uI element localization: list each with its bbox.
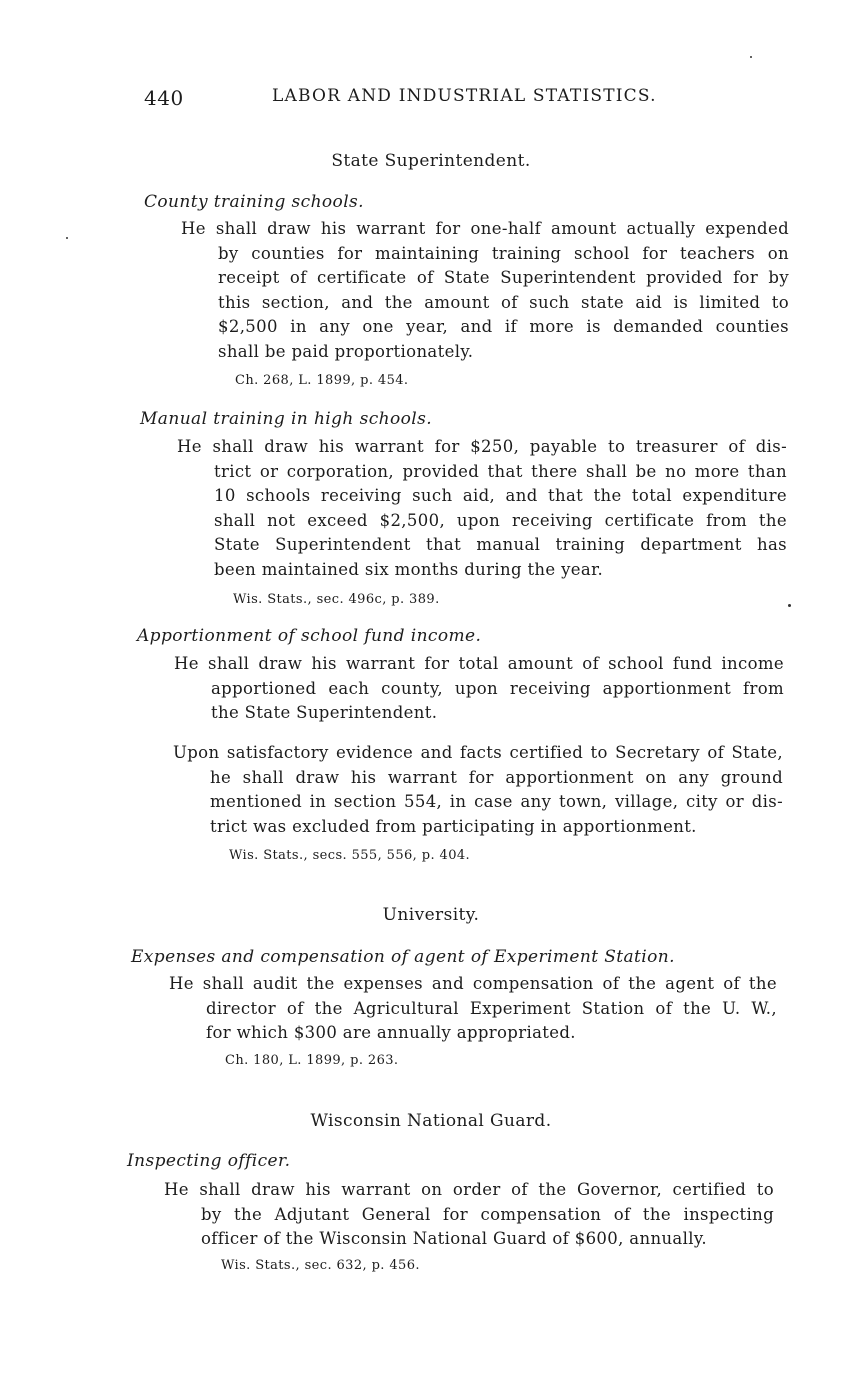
text-line: trict was excluded from participating in apportionment. [210, 816, 697, 836]
text-line: shall not exceed $2,500, upon receiving certificate from the [214, 510, 787, 530]
citation: Wis. Stats., secs. 555, 556, p. 404. [229, 848, 471, 863]
entry-heading-county-training-schools: County training schools. [144, 192, 364, 212]
citation: Ch. 180, L. 1899, p. 263. [225, 1053, 399, 1068]
text-line: director of the Agricultural Experiment Station of the U. W., [206, 998, 777, 1018]
text-line: trict or corporation, provided that there shall be no more than [214, 461, 787, 481]
text-line: He shall audit the expenses and compensation of the agent of the [169, 974, 777, 993]
page-number: 440 [144, 86, 184, 110]
text-line: receipt of certificate of State Superintendent provided for by [218, 268, 789, 287]
entry-heading-manual-training: Manual training in high schools. [140, 409, 433, 429]
text-line: He shall draw his warrant for $250, payable to treasurer of dis- [177, 437, 787, 456]
citation: Wis. Stats., sec. 632, p. 456. [221, 1258, 420, 1273]
text-line: 10 schools receiving such aid, and that the total expenditure [214, 486, 787, 505]
text-line: $2,500 in any one year, and if more is demanded counties [218, 317, 789, 336]
scan-speck [788, 604, 791, 607]
text-line: He shall draw his warrant on order of the Governor, certified to [164, 1180, 774, 1199]
text-line: by counties for maintaining training school for teachers on [218, 243, 789, 263]
entry-heading-inspecting-officer: Inspecting officer. [127, 1151, 291, 1171]
text-line: State Superintendent that manual training department has [214, 535, 787, 554]
text-line: the State Superintendent. [211, 703, 438, 722]
section-heading-state-superintendent: State Superintendent. [331, 151, 531, 171]
text-line: He shall draw his warrant for total amount of school fund income [174, 654, 784, 673]
scan-speck [66, 237, 68, 239]
text-line: apportioned each county, upon receiving apportionment from [211, 678, 784, 698]
running-head [144, 86, 684, 112]
entry-heading-apportionment: Apportionment of school fund income. [137, 626, 482, 646]
text-line: officer of the Wisconsin National Guard of $600, annually. [201, 1229, 707, 1248]
section-heading-national-guard: Wisconsin National Guard. [310, 1111, 552, 1131]
scan-speck [750, 56, 752, 58]
text-line: this section, and the amount of such state aid is limited to [218, 292, 789, 312]
text-line: by the Adjutant General for compensation of the inspecting [201, 1204, 774, 1224]
paragraph [174, 652, 784, 726]
citation: Ch. 268, L. 1899, p. 454. [235, 373, 409, 388]
text-line: been maintained six months during the year. [214, 559, 604, 579]
paragraph [177, 435, 787, 582]
text-line: mentioned in section 554, in case any town, village, city or dis- [210, 792, 783, 811]
text-line: shall be paid proportionately. [218, 341, 474, 361]
text-line: He shall draw his warrant for one-half amount actually expended [181, 219, 789, 238]
citation: Wis. Stats., sec. 496c, p. 389. [233, 592, 440, 607]
paragraph [169, 972, 777, 1046]
paragraph [173, 741, 783, 839]
running-title: LABOR AND INDUSTRIAL STATISTICS. [272, 86, 657, 106]
paragraph [181, 217, 789, 364]
text-line: Upon satisfactory evidence and facts certified to Secretary of State, [173, 743, 783, 762]
paragraph [164, 1178, 774, 1252]
section-heading-university: University. [382, 905, 480, 925]
text-line: he shall draw his warrant for apportionment on any ground [210, 767, 783, 787]
entry-heading-experiment-station: Expenses and compensation of agent of Experiment Station. [131, 947, 675, 967]
text-line: for which $300 are annually appropriated. [206, 1023, 576, 1042]
